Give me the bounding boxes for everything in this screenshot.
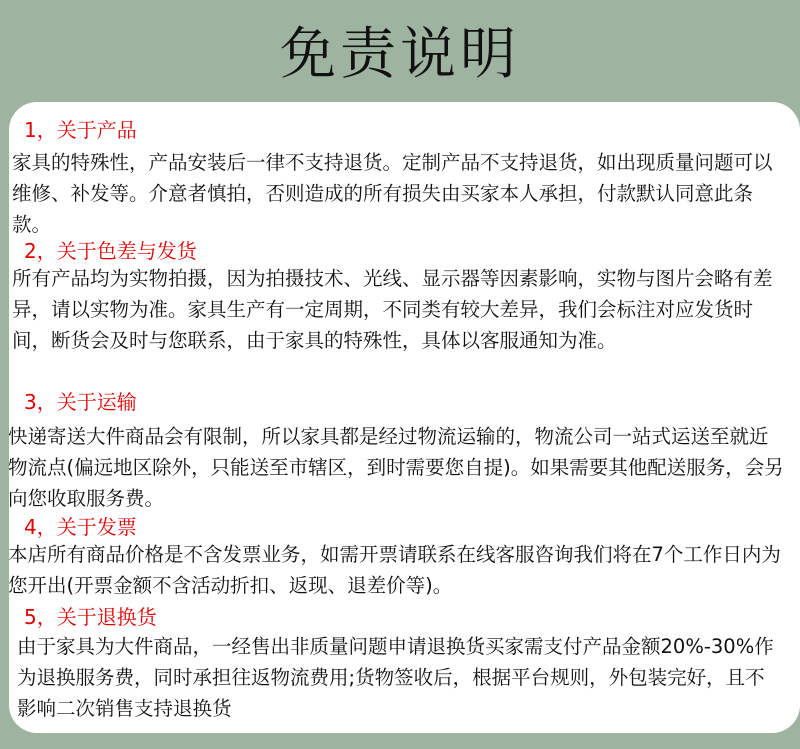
section-body-product: 家具的特殊性，产品安装后一律不支持退货。定制产品不支持退货，如出现质量问题可以维修、补发等。介意者慎拍，否则造成的所有损失由买家本人承担，付款默认同意此条款。 — [12, 151, 773, 236]
section-heading-returns: 5，关于退换货 — [24, 605, 157, 629]
section-heading-product: 1，关于产品 — [24, 118, 137, 142]
section-heading-color-shipping: 2，关于色差与发货 — [24, 239, 197, 263]
section-body-invoice: 本店所有商品价格是不含发票业务，如需开票请联系在线客服咨询我们将在7个工作日内为您开出(开票金额不含活动折扣、返现、退差价等)。 — [8, 543, 781, 597]
section-body-color-shipping: 所有产品均为实物拍摄，因为拍摄技术、光线、显示器等因素影响，实物与图片会略有差异，请以实物为准。家具生产有一定周期，不同类有较大差异，我们会标注对应发货时间，断货会及时与您联系，由于家具的特殊性，具体以客服通知为准。 — [12, 267, 773, 352]
page-title: 免责说明 — [280, 22, 520, 87]
section-heading-transport: 3，关于运输 — [24, 390, 137, 414]
section-body-returns: 由于家具为大件商品，一经售出非质量问题申请退换货买家需支付产品金额20%-30%作为退换服务费，同时承担往返物流费用;货物签收后，根据平台规则，外包装完好，且不影响二次销售支持退换货 — [17, 635, 774, 720]
section-heading-invoice: 4，关于发票 — [24, 515, 137, 539]
section-body-transport: 快递寄送大件商品会有限制，所以家具都是经过物流运输的，物流公司一站式运送至就近物流点(偏远地区除外，只能送至市辖区，到时需要您自提)。如果需要其他配送服务，会另向您收取服务费。 — [8, 425, 784, 510]
